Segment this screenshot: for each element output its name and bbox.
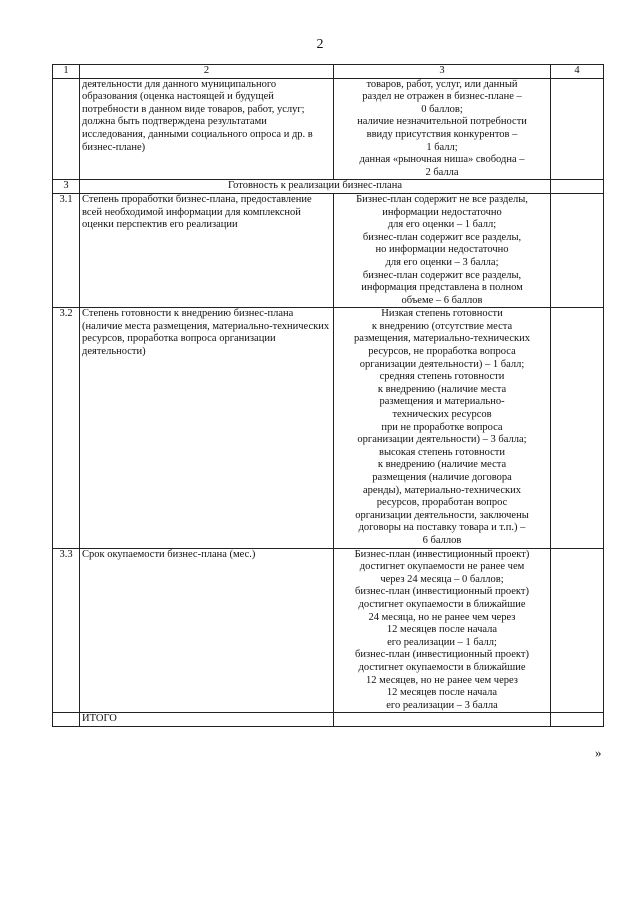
total-row (53, 713, 604, 727)
scoring-table (52, 64, 604, 727)
total-num (53, 713, 80, 727)
row-number: 3.1 (53, 193, 80, 307)
continuation-criterion: деятельности для данного муниципального образования (оценка настоящей и будущей потребности в данном виде товаров, работ, услуг; должна быть подтверждена результатами исследования, данными социального опроса и др. в бизнес-плане) (80, 78, 334, 180)
score-cell (551, 548, 604, 713)
row-number: 3.3 (53, 548, 80, 713)
continuation-scoring: товаров, работ, услуг, или данный раздел не отражен в бизнес-плане – 0 баллов; наличие незначительной потребности ввиду присутствия конкурентов – 1 балл; данная «рыночная ниша» свободна – 2 балла (334, 78, 551, 180)
section-title: Готовность к реализации бизнес-плана (80, 180, 551, 194)
header-row (53, 65, 604, 79)
criterion-text: Степень проработки бизнес-плана, предоставление всей необходимой информации для комплексной оценки перспектив его реализации (80, 193, 334, 307)
total-score (551, 713, 604, 727)
section-number: 3 (53, 180, 80, 194)
continuation-num (53, 78, 80, 180)
section-score (551, 180, 604, 194)
table-row (53, 193, 604, 307)
total-label: ИТОГО (80, 713, 334, 727)
closing-quote: » (595, 745, 602, 760)
continuation-score (551, 78, 604, 180)
header-col-1: 1 (53, 65, 80, 79)
scoring-text: Низкая степень готовности к внедрению (отсутствие места размещения, материально-технических ресурсов, не проработка вопроса организации деятельности) – 1 балл; средняя степень готовности к внедрению (наличие места размещения и материально- технических ресурсов при не проработке вопроса организации деятельности) – 3 балла; высокая степень готовности к внедрению (наличие места размещения (наличие договора аренды), материально-технических ресурсов, проработан вопрос организации деятельности, заключены договоры на поставку товара и т.п.) – 6 баллов (334, 308, 551, 548)
scoring-text: Бизнес-план (инвестиционный проект) достигнет окупаемости не ранее чем через 24 месяца – 0 баллов; бизнес-план (инвестиционный проект) достигнет окупаемости в ближайшие 24 месяца, но не ранее чем через 12 месяцев после начала его реализации – 1 балл; бизнес-план (инвестиционный проект) достигнет окупаемости в ближайшие 12 месяцев, но не ранее чем через 12 месяцев после начала его реализации – 3 балла (334, 548, 551, 713)
criterion-text: Степень готовности к внедрению бизнес-плана (наличие места размещения, материально-технических ресурсов, проработка вопроса организации деятельности) (80, 308, 334, 548)
table-row (53, 548, 604, 713)
row-number: 3.2 (53, 308, 80, 548)
header-col-3: 3 (334, 65, 551, 79)
section-row (53, 180, 604, 194)
criterion-text: Срок окупаемости бизнес-плана (мес.) (80, 548, 334, 713)
header-col-2: 2 (80, 65, 334, 79)
scoring-text: Бизнес-план содержит не все разделы, информации недостаточно для его оценки – 1 балл; бизнес-план содержит все разделы, но информации недостаточно для его оценки – 3 балла; бизнес-план содержит все разделы, информация представлена в полном объеме – 6 баллов (334, 193, 551, 307)
score-cell (551, 308, 604, 548)
total-scoring (334, 713, 551, 727)
table-row (53, 308, 604, 548)
page-number: 2 (316, 37, 324, 52)
header-col-4: 4 (551, 65, 604, 79)
continuation-row (53, 78, 604, 180)
score-cell (551, 193, 604, 307)
